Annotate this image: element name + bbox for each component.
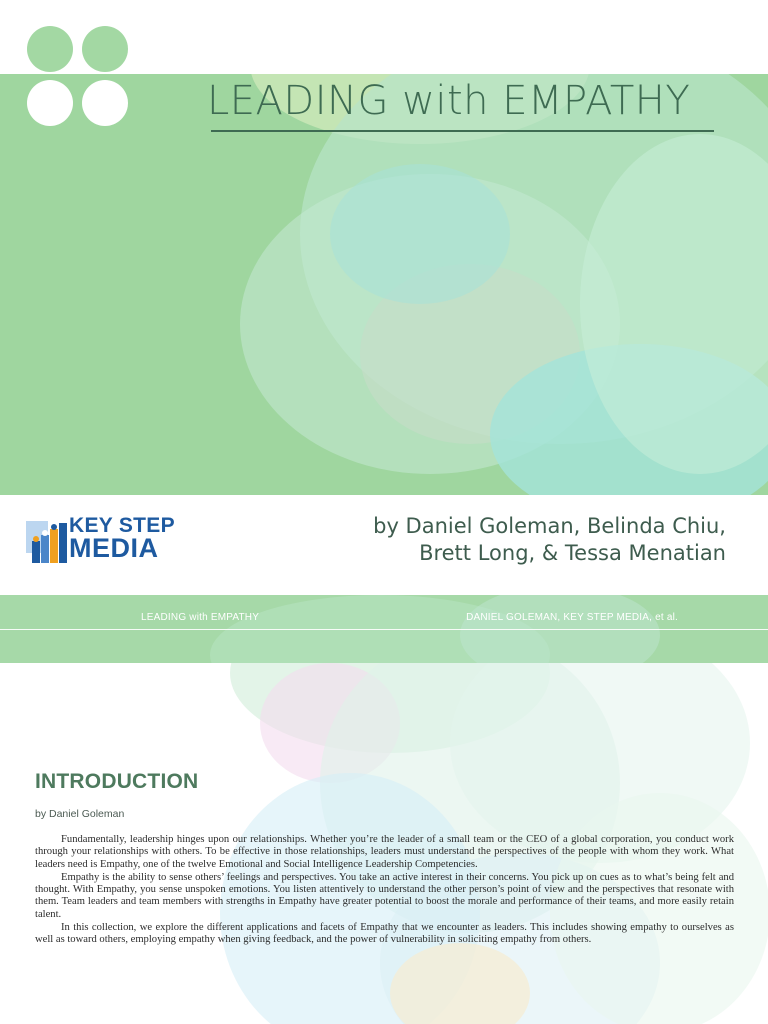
running-header-authors: DANIEL GOLEMAN, KEY STEP MEDIA, et al. — [466, 612, 678, 623]
decor-dot-top-left — [27, 26, 73, 72]
paragraph-1: Fundamentally, leadership hinges upon our relationships. Whether you’re the leader of a small team or the CEO of a global corporation, you conduct work through your relationships with others. To be effective in those relationships, leaders must understand the perspectives of the people with whom they work. What leaders need is Empathy, one of the twelve Emotional and Social Intelligence Leadership Competencies. — [35, 834, 734, 870]
decor-dot-top-right — [82, 26, 128, 72]
paragraph-2: Empathy is the ability to sense others’ feelings and perspectives. You take an active interest in their concerns. You pick up on cues as to what’s being felt and thought. With Empathy, you sense unspoken emotions. You listen attentively to understand the other person’s point of view and the perspectives that resonate with them. Team leaders and team members with strengths in Empathy have greater potential to boost the morale and performance of their teams, and more easily retain talent. — [35, 871, 734, 920]
decor-dot-bottom-right — [82, 80, 128, 126]
byline-line-2: Brett Long, & Tessa Menatian — [419, 541, 726, 565]
paragraph-3: In this collection, we explore the different applications and facets of Empathy that we encounter as leaders. This includes showing empathy to ourselves as well as toward others, employing empathy when giving feedback, and the power of vulnerability in soliciting empathy from others. — [35, 922, 734, 946]
article-body — [35, 834, 734, 948]
logo-text-key-step: KEY STEP — [69, 514, 175, 537]
section-title: INTRODUCTION — [35, 770, 199, 793]
logo-text-media: MEDIA — [69, 533, 159, 563]
header-divider — [0, 629, 768, 630]
running-header-title: LEADING with EMPATHY — [141, 612, 260, 623]
cover-byline — [373, 513, 726, 567]
cover-art-band — [0, 74, 768, 495]
byline-line-1: by Daniel Goleman, Belinda Chiu, — [373, 514, 726, 538]
cover-abstract-shapes — [0, 74, 768, 495]
cover-title: LEADING with EMPATHY — [207, 78, 691, 124]
title-underline — [211, 130, 714, 132]
decor-dot-bottom-left — [27, 80, 73, 126]
page-header-band — [0, 595, 768, 663]
section-author: by Daniel Goleman — [35, 808, 125, 820]
